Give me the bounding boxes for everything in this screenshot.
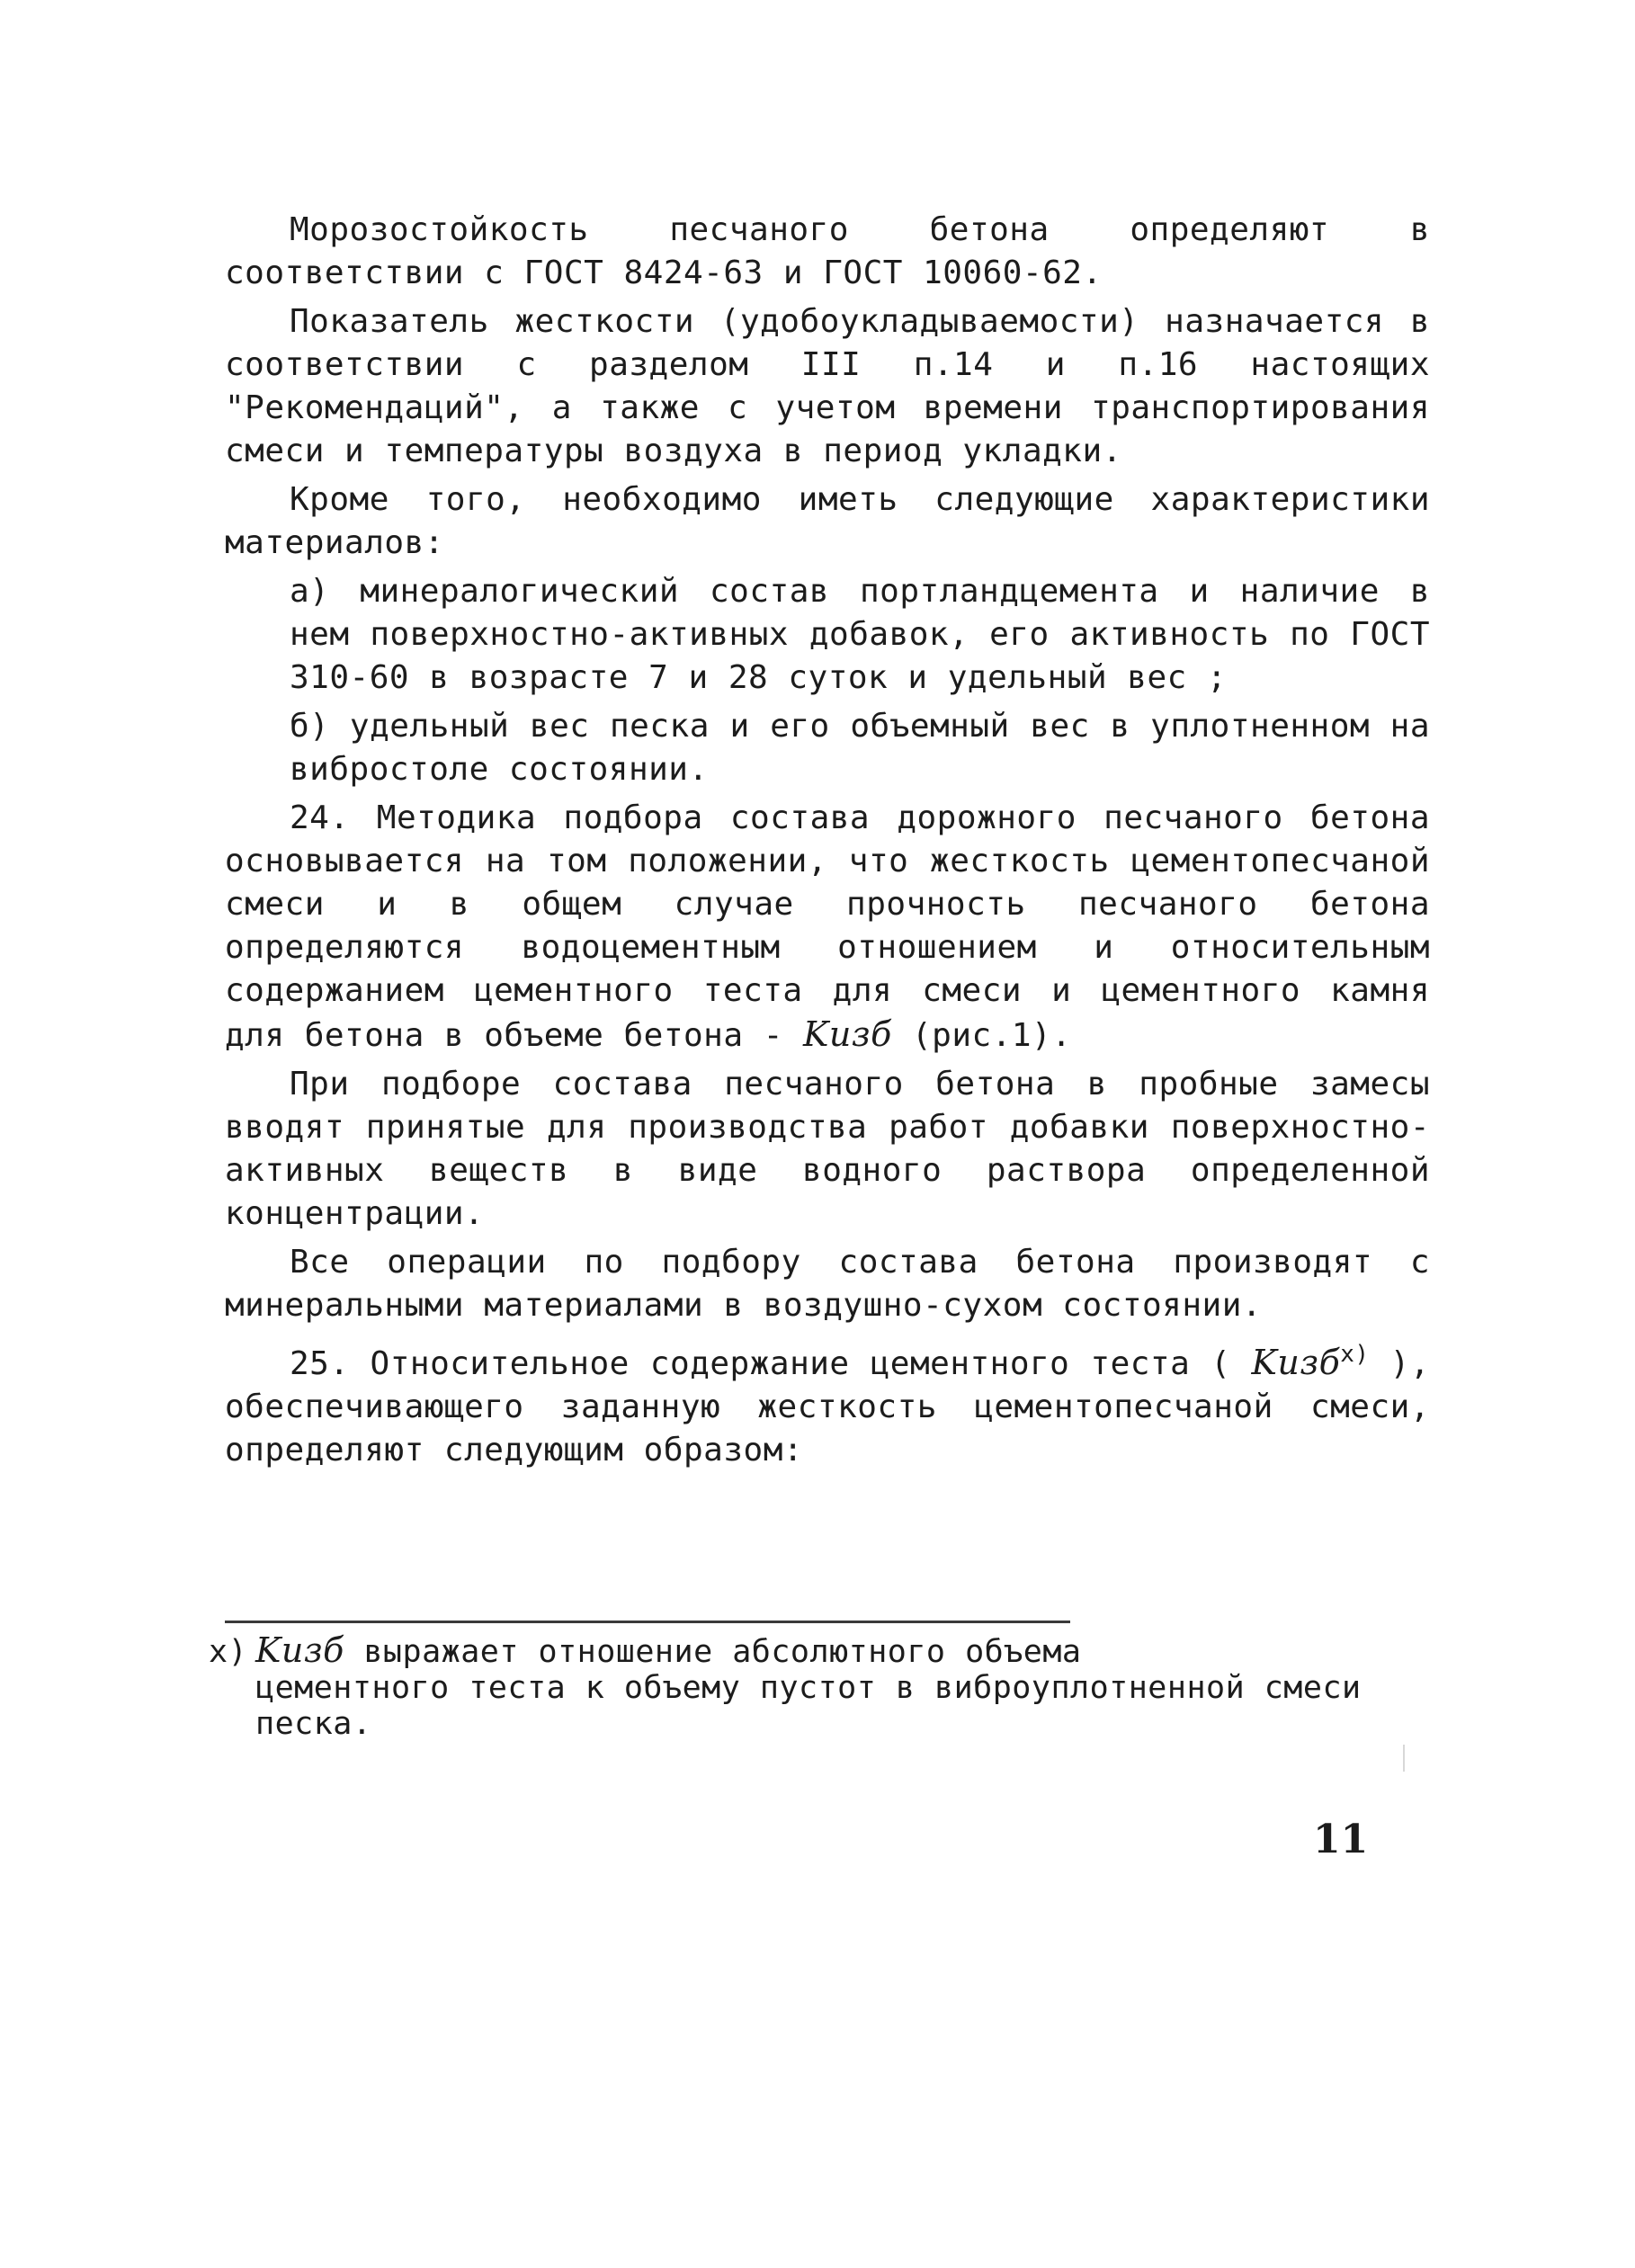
paragraph-25-end: , обеспечивающего заданную жесткость цементопесчаной смеси, определяют следующим образом: <box>225 1345 1430 1469</box>
scan-edge-mark <box>1403 1745 1405 1772</box>
footnote-line-2: цементного теста к объему пустот в виброуплотненной смеси песка. <box>255 1670 1362 1742</box>
paragraph-stiffness: Показатель жесткости (удобоукладываемости) назначается в соответствии с разделом III п.14 и п.16 настоящих "Рекомендаций", а также с учетом времени транспортирования смеси и температуры воздуха в период укладки. <box>225 303 1430 469</box>
kizb-symbol: Kизб <box>255 1630 344 1670</box>
paragraph-25-content: 25. Относительное содержание цементного теста ( Kизб$^{x)}$ ), обеспечивающего заданную жесткость цементопесчаной смеси, определяют следующим образом: <box>225 1341 1430 1469</box>
list-item-a: а) минералогический состав портландцемента и наличие в нем поверхностно-активных добавок, его активность по ГОСТ 310-60 в возрасте 7 и 28 суток и удельный вес ; <box>290 573 1430 696</box>
list-item-b: б) удельный вес песка и его объемный вес в уплотненном на вибростоле состоянии. <box>290 708 1430 788</box>
footnote-line-1 <box>209 1632 1378 1670</box>
footnote-mark: x) <box>209 1634 248 1670</box>
footnote-text-1: выражает отношение абсолютного объема <box>344 1634 1082 1670</box>
page-number: 11 <box>1313 1817 1369 1862</box>
paragraph-frost-resistance: Морозостойкость песчаного бетона определяют в соответствии с ГОСТ 8424-63 и ГОСТ 10060-62. <box>225 211 1430 291</box>
footnote-reference: x) <box>1340 1341 1370 1368</box>
paragraph-24-end: (рис.1). <box>891 1017 1072 1054</box>
paragraph-25-text: 25. Относительное содержание цементного теста ( <box>290 1345 1252 1382</box>
main-text <box>225 209 1430 1478</box>
paragraph-24-method <box>225 797 1430 1058</box>
kizb-symbol: Kизб <box>1251 1343 1341 1382</box>
kizb-symbol: Kизб <box>803 1014 892 1054</box>
paragraph-24-text: 24. Методика подбора состава дорожного песчаного бетона основывается на том положении, что жесткость цементопесчаной смеси и в общем случае прочность песчаного бетона определяются водоцементным отношением и относительным содержанием цементного теста для смеси и цементного камня для бетона в объеме бетона - <box>225 799 1430 1054</box>
footnote <box>209 1632 1378 1742</box>
paragraph-characteristics: Кроме того, необходимо иметь следующие характеристики материалов: <box>225 481 1430 561</box>
footnote-divider <box>225 1621 1070 1623</box>
paragraph-trial-batches: При подборе состава песчаного бетона в пробные замесы вводят принятые для производства работ добавки поверхностно-активных веществ в виде водного раствора определенной концентрации. <box>225 1066 1430 1232</box>
paragraph-operations: Все операции по подбору состава бетона производят с минеральными материалами в воздушно-сухом состоянии. <box>225 1244 1430 1324</box>
